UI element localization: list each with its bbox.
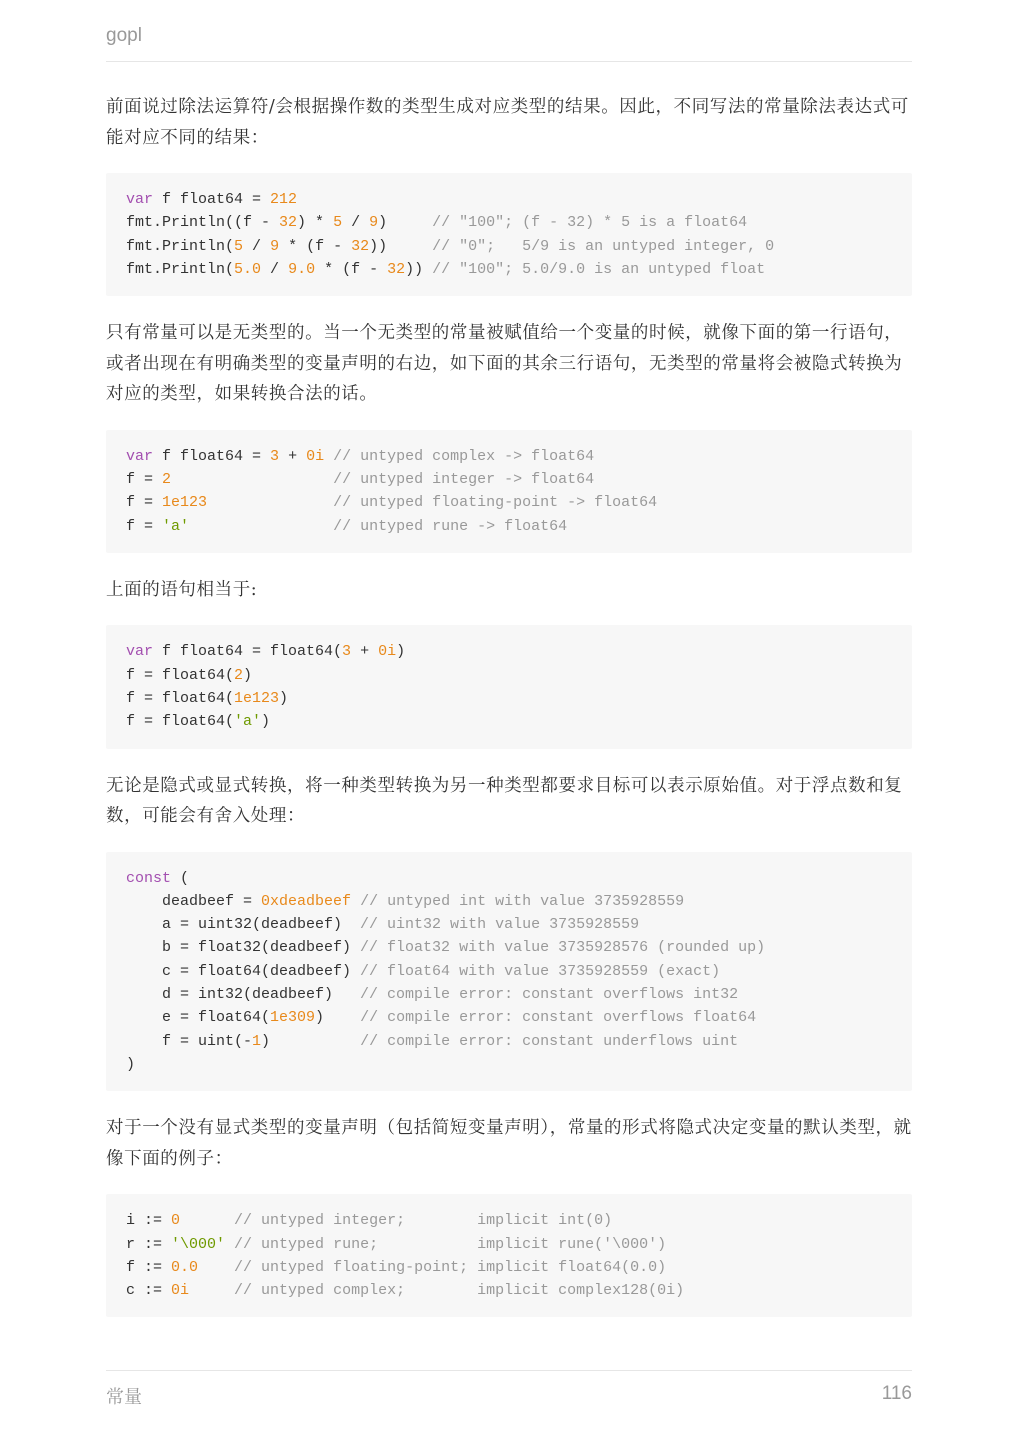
- code-comment: // untyped floating-point -> float64: [333, 494, 658, 512]
- code-text: [180, 1212, 234, 1229]
- code-text: ): [261, 1032, 361, 1050]
- code-comment: // float64 with value 3735928559 (exact): [360, 962, 721, 980]
- code-line: [126, 867, 892, 890]
- code-text: i :=: [126, 1212, 172, 1230]
- code-block-deadbeef: [106, 852, 912, 1092]
- code-line: [126, 640, 892, 663]
- code-text: ): [243, 666, 253, 684]
- code-text: f = uint(-: [126, 1032, 253, 1050]
- code-line: [126, 1233, 892, 1256]
- page-header: [106, 22, 912, 62]
- code-keyword: var: [126, 191, 154, 208]
- code-text: ): [261, 713, 271, 731]
- code-text: [171, 471, 333, 488]
- code-text: r :=: [126, 1235, 172, 1253]
- code-number: 2: [234, 666, 244, 684]
- page-content: [106, 92, 912, 1339]
- code-line: [126, 1053, 892, 1076]
- code-comment: // "0"; 5/9 is an untyped integer, 0: [432, 237, 775, 255]
- code-text: * (f -: [315, 260, 388, 278]
- code-comment: // float32 with value 3735928576 (rounded up): [360, 939, 766, 957]
- code-keyword: const: [126, 869, 172, 887]
- code-line: [126, 710, 892, 733]
- code-comment: // compile error: constant overflows int32: [360, 986, 739, 1004]
- code-text: f =: [126, 494, 163, 512]
- code-text: )): [405, 260, 433, 278]
- code-text: [207, 494, 333, 511]
- code-text: ): [378, 214, 433, 232]
- code-line: [126, 235, 892, 258]
- code-text: f = float64(: [126, 713, 235, 731]
- code-comment: // "100"; 5.0/9.0 is an untyped float: [432, 260, 766, 278]
- code-text: ): [315, 1009, 361, 1027]
- code-text: f =: [126, 470, 163, 488]
- code-text: /: [342, 214, 370, 232]
- paragraph-untyped-assignment: 只有常量可以是无类型的。当一个无类型的常量被赋值给一个变量的时候，就像下面的第一行语句，或者出现在有明确类型的变量声明的右边，如下面的其余三行语句，无类型的常量将会被隐式转换为对应的类型，如果转换合法的话。: [106, 323, 903, 405]
- code-line: [126, 983, 892, 1006]
- code-string: 'a': [234, 713, 262, 731]
- code-number: 5.0: [234, 260, 262, 278]
- code-line: [126, 1279, 892, 1302]
- code-number: 1e123: [162, 494, 208, 512]
- code-text: f float64 = float64(: [153, 643, 343, 661]
- code-text: [351, 893, 360, 910]
- code-comment: // untyped integer -> float64: [333, 470, 595, 488]
- code-line: [126, 188, 892, 211]
- code-text: (: [171, 869, 190, 887]
- code-line: [126, 890, 892, 913]
- code-text: [198, 1259, 234, 1276]
- code-number: 0i: [171, 1282, 190, 1300]
- code-text: f = float64(: [126, 666, 235, 684]
- code-text: d = int32(deadbeef): [126, 986, 361, 1004]
- code-number: 0i: [378, 643, 397, 661]
- code-number: 0i: [306, 447, 325, 465]
- code-text: deadbeef =: [126, 892, 262, 910]
- code-string: 'a': [162, 517, 190, 535]
- code-text: +: [351, 643, 379, 661]
- code-comment: // untyped int with value 3735928559: [360, 892, 685, 910]
- code-text: ) *: [297, 214, 334, 232]
- code-text: c :=: [126, 1282, 172, 1300]
- code-text: f =: [126, 517, 163, 535]
- code-number: 212: [270, 191, 298, 208]
- code-text: f float64 =: [153, 447, 271, 465]
- code-text: * (f -: [279, 237, 352, 255]
- code-number: 0xdeadbeef: [261, 892, 352, 910]
- code-number: 5: [333, 214, 343, 232]
- code-line: [126, 1209, 892, 1232]
- code-text: f = float64(: [126, 689, 235, 707]
- code-number: 9: [369, 214, 379, 232]
- book-title: gopl: [106, 25, 142, 46]
- code-line: [126, 1256, 892, 1279]
- code-comment: // untyped rune -> float64: [333, 517, 568, 535]
- code-number: 2: [162, 470, 172, 488]
- code-text: /: [261, 260, 289, 278]
- code-text: [189, 1282, 234, 1299]
- code-block-untyped-assignment: [106, 430, 912, 553]
- code-line: [126, 258, 892, 281]
- code-text: ): [126, 1055, 136, 1073]
- code-keyword: var: [126, 447, 154, 465]
- code-comment: // "100"; (f - 32) * 5 is a float64: [432, 214, 748, 232]
- code-line: [126, 468, 892, 491]
- code-number: 0: [171, 1212, 181, 1230]
- page-number: 116: [881, 1383, 912, 1404]
- code-text: fmt.Println(: [126, 260, 235, 278]
- code-text: [225, 1236, 234, 1253]
- code-number: 3: [342, 643, 352, 661]
- code-block-explicit-conversion: [106, 625, 912, 748]
- code-number: 1: [252, 1032, 262, 1050]
- code-line: [126, 664, 892, 687]
- code-number: 32: [351, 237, 370, 255]
- code-line: [126, 1030, 892, 1053]
- code-text: /: [243, 237, 271, 255]
- code-number: 1e309: [270, 1009, 316, 1027]
- page-footer: [106, 1370, 912, 1419]
- code-number: 32: [387, 260, 406, 278]
- code-comment: // untyped complex; implicit complex128(0i): [234, 1282, 685, 1300]
- code-text: [189, 518, 333, 535]
- code-text: +: [279, 447, 307, 465]
- paragraph-equivalent: 上面的语句相当于:: [106, 579, 258, 600]
- code-line: [126, 936, 892, 959]
- code-line: [126, 211, 892, 234]
- code-text: )): [369, 237, 433, 255]
- code-text: c = float64(deadbeef): [126, 962, 361, 980]
- code-line: [126, 445, 892, 468]
- code-text: ): [396, 643, 406, 661]
- code-number: 0.0: [171, 1258, 199, 1276]
- paragraph-default-type: 对于一个没有显式类型的变量声明（包括简短变量声明），常量的形式将隐式决定变量的默认类型，就像下面的例子：: [106, 1118, 912, 1169]
- chapter-name: 常量: [106, 1387, 142, 1408]
- code-text: e = float64(: [126, 1009, 271, 1027]
- code-comment: // untyped integer; implicit int(0): [234, 1212, 613, 1230]
- code-line: [126, 515, 892, 538]
- code-number: 1e123: [234, 689, 280, 707]
- code-line: [126, 687, 892, 710]
- code-text: fmt.Println((f -: [126, 214, 280, 232]
- code-number: 9.0: [288, 260, 316, 278]
- code-text: b = float32(deadbeef): [126, 939, 361, 957]
- code-text: ): [279, 689, 289, 707]
- code-number: 32: [279, 214, 298, 232]
- code-number: 3: [270, 447, 280, 465]
- code-keyword: var: [126, 643, 154, 661]
- code-text: [324, 448, 333, 465]
- code-string: '\000': [171, 1235, 226, 1253]
- paragraph-division: 前面说过除法运算符/会根据操作数的类型生成对应类型的结果。因此，不同写法的常量除法表达式可能对应不同的结果：: [106, 97, 909, 148]
- code-line: [126, 960, 892, 983]
- code-line: [126, 491, 892, 514]
- code-text: a = uint32(deadbeef): [126, 916, 361, 934]
- code-block-division: [106, 173, 912, 296]
- code-text: fmt.Println(: [126, 237, 235, 255]
- code-text: f :=: [126, 1258, 172, 1276]
- code-comment: // untyped rune; implicit rune('\000'): [234, 1235, 667, 1253]
- code-comment: // untyped floating-point; implicit float64(0.0): [234, 1258, 667, 1276]
- code-number: 9: [270, 237, 280, 255]
- code-block-default-types: [106, 1194, 912, 1317]
- code-number: 5: [234, 237, 244, 255]
- code-text: f float64 =: [153, 191, 271, 208]
- code-comment: // compile error: constant underflows uint: [360, 1032, 739, 1050]
- code-comment: // compile error: constant overflows float64: [360, 1009, 757, 1027]
- code-line: [126, 913, 892, 936]
- paragraph-rounding: 无论是隐式或显式转换，将一种类型转换为另一种类型都要求目标可以表示原始值。对于浮点数和复数，可能会有舍入处理：: [106, 775, 903, 827]
- code-comment: // uint32 with value 3735928559: [360, 916, 640, 934]
- code-line: [126, 1006, 892, 1029]
- code-comment: // untyped complex -> float64: [333, 447, 595, 465]
